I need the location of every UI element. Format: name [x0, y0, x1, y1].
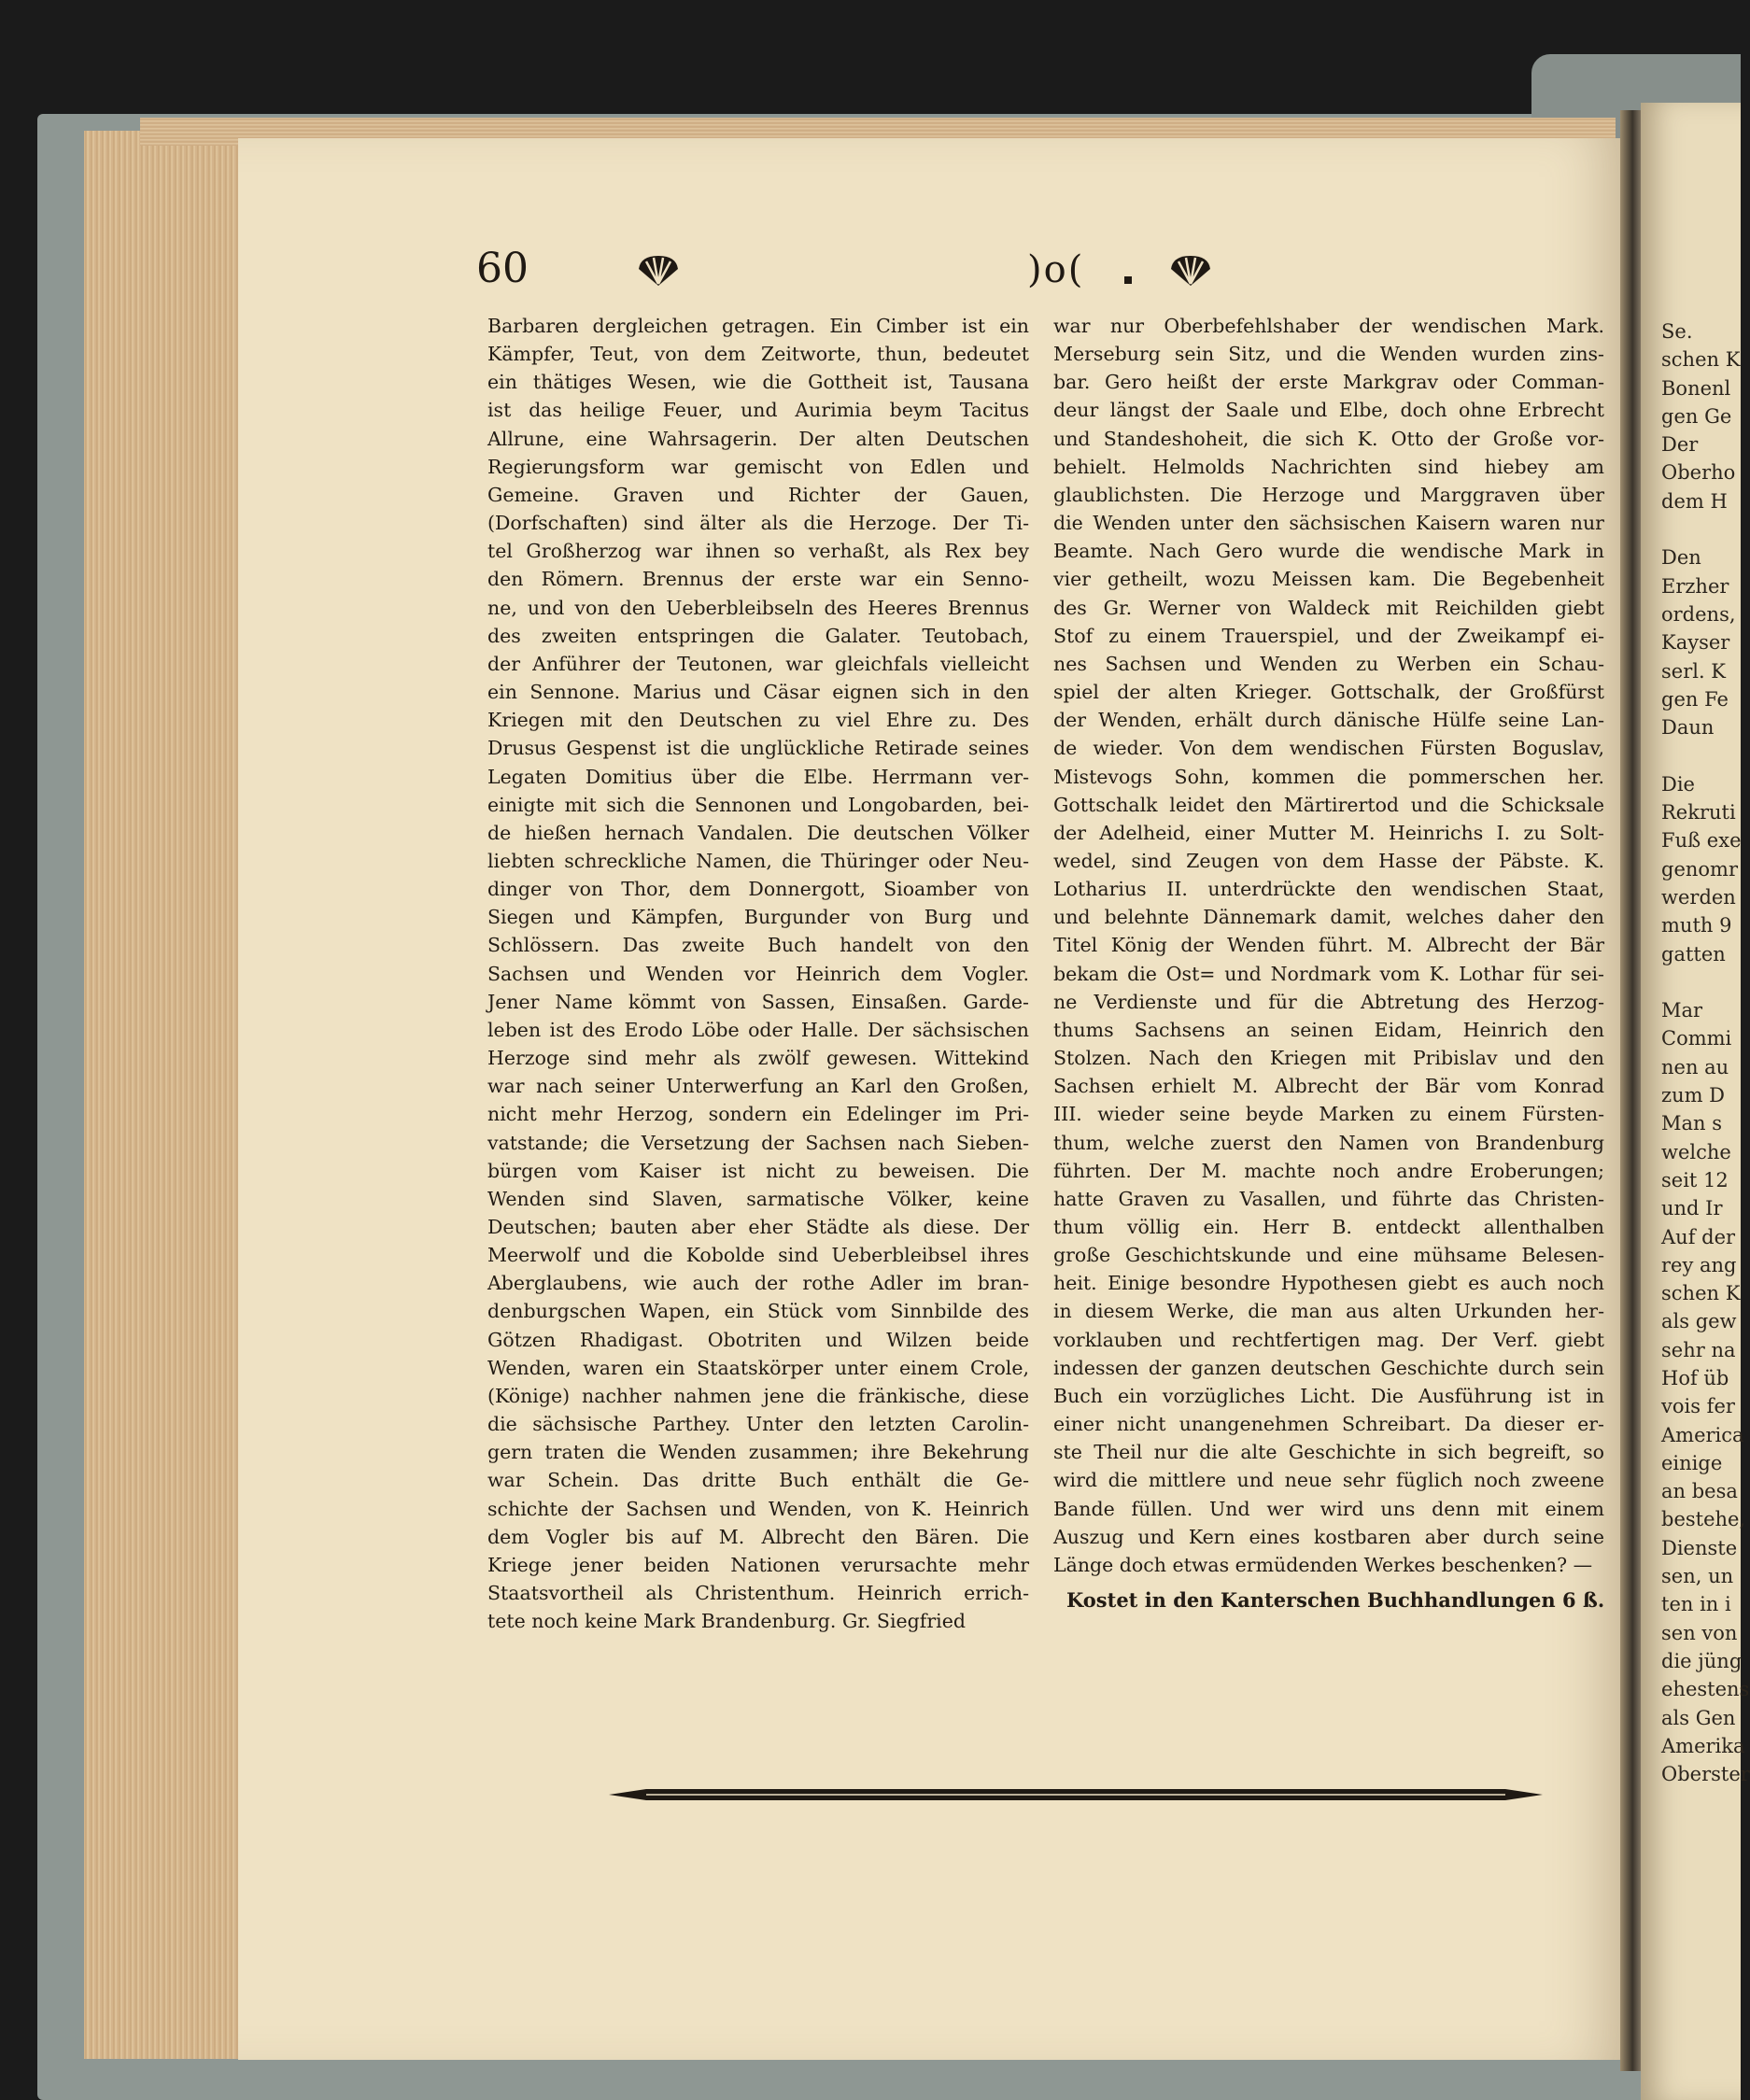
text-line: thum, welche zuerst den Namen von Brandenburg — [1053, 1131, 1604, 1154]
text-line: bekam die Ost= und Nordmark vom K. Lothar für sei- — [1053, 962, 1604, 985]
text-line: Stolzen. Nach den Kriegen mit Pribislav und den — [1053, 1047, 1604, 1070]
next-page-fragment: die jüng — [1661, 1649, 1743, 1672]
text-line: Barbaren dergleichen getragen. Ein Cimber ist ein — [487, 315, 1029, 337]
next-page-fragment: seit 12 — [1661, 1168, 1729, 1191]
text-line: Meerwolf und die Kobolde sind Ueberbleibsel ihres — [487, 1244, 1029, 1267]
text-line: de wieder. Von dem wendischen Fürsten Boguslav, — [1053, 737, 1604, 760]
text-line: vorklauben und rechtfertigen mag. Der Verf. giebt — [1053, 1328, 1604, 1351]
next-page-fragment: rey ang — [1661, 1253, 1737, 1276]
text-line: spiel der alten Krieger. Gottschalk, der Großfürst — [1053, 681, 1604, 704]
text-line: Mistevogs Sohn, kommen die pommerschen her. — [1053, 765, 1604, 788]
text-line: Buch ein vorzügliches Licht. Die Ausführung ist in — [1053, 1384, 1604, 1407]
next-page-fragment — [1661, 968, 1741, 996]
text-line: bar. Gero heißt der erste Markgrav oder Comman- — [1053, 371, 1604, 394]
next-page-fragment: Commi — [1661, 1027, 1732, 1050]
right-page-text-fragments — [1641, 103, 1750, 1788]
text-line: Lotharius II. unterdrückte den wendischen Staat, — [1053, 878, 1604, 901]
text-line: Herzoge sind mehr als zwölf gewesen. Wittekind — [487, 1047, 1029, 1070]
text-line: Legaten Domitius über die Elbe. Herrmann ver- — [487, 765, 1029, 788]
next-page-fragment: schen K — [1661, 348, 1741, 372]
text-line: Aberglaubens, wie auch der rothe Adler im bran- — [487, 1272, 1029, 1295]
text-line: Titel König der Wenden führt. M. Albrecht der Bär — [1053, 934, 1604, 957]
right-page-partial — [1641, 103, 1750, 2100]
header-mark: )o( — [1027, 248, 1085, 291]
next-page-fragment: ordens, — [1661, 602, 1736, 626]
next-page-fragment: America — [1661, 1423, 1744, 1446]
next-page-fragment: an besa — [1661, 1480, 1738, 1503]
text-line: Wenden sind Slaven, sarmatische Völker, keine — [487, 1187, 1029, 1210]
next-page-fragment: bestehe, — [1661, 1508, 1746, 1531]
next-page-fragment: Auf der — [1661, 1225, 1736, 1248]
next-page-fragment: zum D — [1661, 1084, 1726, 1107]
book-gutter — [1620, 110, 1641, 2071]
text-line: schichte der Sachsen und Wenden, von K. Heinrich — [487, 1497, 1029, 1520]
text-line: der Anführer der Teutonen, war gleichfals vielleicht — [487, 652, 1029, 675]
text-line: Staatsvortheil als Christenthum. Heinrich errich- — [487, 1582, 1029, 1605]
text-line: ne, und von den Ueberbleibseln des Heeres Brennus — [487, 596, 1029, 619]
text-line: Merseburg sein Sitz, und die Wenden wurden zins- — [1053, 343, 1604, 366]
text-line: war nach seiner Unterwerfung an Karl den Großen, — [487, 1075, 1029, 1098]
next-page-fragment: Oberster — [1661, 1763, 1750, 1786]
text-line: nicht mehr Herzog, sondern ein Edelinger im Pri- — [487, 1103, 1029, 1126]
text-line: Sachsen erhielt M. Albrecht der Bär vom Konrad — [1053, 1075, 1604, 1098]
next-page-fragment: dem H — [1661, 489, 1728, 513]
shell-ornament-icon — [635, 252, 682, 289]
text-line: tel Großherzog war ihnen so verhaßt, als Rex bey — [487, 540, 1029, 563]
text-line: Kriege jener beiden Nationen verursachte mehr — [487, 1553, 1029, 1576]
text-line: und belehnte Dännemark damit, welches daher den — [1053, 906, 1604, 929]
next-page-fragment: schen K — [1661, 1282, 1741, 1305]
shell-ornament-icon-right — [1167, 252, 1214, 289]
text-line: Deutschen; bauten aber eher Städte als diese. Der — [487, 1216, 1029, 1238]
next-page-fragment: Hof üb — [1661, 1366, 1729, 1389]
text-line: behielt. Helmolds Nachrichten sind hiebey am — [1053, 455, 1604, 478]
text-line: des Gr. Werner von Waldeck mit Reichilden giebt — [1053, 596, 1604, 619]
next-page-fragment — [1661, 741, 1741, 769]
text-line: Regierungsform war gemischt von Edlen und — [487, 455, 1029, 478]
next-page-fragment: Bonenl — [1661, 376, 1731, 400]
text-line: wird die mittlere und neue sehr füglich noch zweene — [1053, 1469, 1604, 1492]
next-page-fragment: Erzher — [1661, 574, 1729, 598]
next-page-fragment: Den — [1661, 546, 1701, 570]
text-line: Gottschalk leidet den Märtirertod und die Schicksale — [1053, 793, 1604, 816]
text-line: Auszug und Kern eines kostbaren aber durch seine — [1053, 1525, 1604, 1548]
next-page-fragment: Rekruti — [1661, 801, 1736, 824]
next-page-fragment: und Ir — [1661, 1197, 1723, 1220]
text-line: heit. Einige besondre Hypothesen giebt es auch noch — [1053, 1272, 1604, 1295]
text-line: thums Sachsens an seinen Eidam, Heinrich den — [1053, 1018, 1604, 1041]
next-page-fragment: gatten — [1661, 942, 1726, 965]
text-line: in diesem Werke, die man aus alten Urkunden her- — [1053, 1300, 1604, 1323]
next-page-fragment: muth 9 — [1661, 914, 1732, 937]
text-line: nes Sachsen und Wenden zu Werben ein Schau- — [1053, 652, 1604, 675]
text-line: dem Vogler bis auf M. Albrecht den Bären. Die — [487, 1525, 1029, 1548]
next-page-fragment: Fuß exe — [1661, 829, 1742, 853]
text-line: Beamte. Nach Gero wurde die wendische Mark in — [1053, 540, 1604, 563]
text-line: große Geschichtskunde und eine mühsame Belesen- — [1053, 1244, 1604, 1267]
next-page-fragment: Dienste — [1661, 1536, 1738, 1559]
text-line: war Schein. Das dritte Buch enthält die Ge- — [487, 1469, 1029, 1492]
text-line: Wenden, waren ein Staatskörper unter einem Crole, — [487, 1356, 1029, 1379]
text-line: führten. Der M. machte noch andre Eroberungen; — [1053, 1159, 1604, 1182]
text-line: hatte Graven zu Vasallen, und führte das Christen- — [1053, 1187, 1604, 1210]
next-page-fragment: einige — [1661, 1451, 1723, 1474]
text-line: III. wieder seine beyde Marken zu einem Fürsten- — [1053, 1103, 1604, 1126]
next-page-fragment: serl. K — [1661, 659, 1726, 683]
text-line: einigte mit sich die Sennonen und Longobarden, bei- — [487, 793, 1029, 816]
next-page-fragment: Die — [1661, 772, 1695, 796]
next-page-fragment: sehr na — [1661, 1338, 1736, 1361]
next-page-fragment: gen Ge — [1661, 404, 1732, 428]
next-page-fragment: als Gen — [1661, 1706, 1736, 1729]
text-line: ein thätiges Wesen, wie die Gottheit ist, Tausana — [487, 371, 1029, 394]
next-page-fragment: ten in i — [1661, 1593, 1731, 1616]
closing-rule-ornament — [609, 1785, 1543, 1804]
next-page-fragment: Se. — [1661, 320, 1693, 343]
text-line: glaublichsten. Die Herzoge und Marggraven über — [1053, 483, 1604, 506]
text-line: einer nicht unangenehmen Schreibart. Da dieser er- — [1053, 1413, 1604, 1436]
text-line: wedel, sind Zeugen von dem Hasse der Päbste. K. — [1053, 849, 1604, 872]
next-page-fragment: Man s — [1661, 1112, 1722, 1135]
text-line: Götzen Rhadigast. Obotriten und Wilzen beide — [487, 1328, 1029, 1351]
text-line: Allrune, eine Wahrsagerin. Der alten Deutschen — [487, 427, 1029, 450]
next-page-fragment: nen au — [1661, 1055, 1729, 1078]
page-edges-left — [84, 131, 261, 2059]
text-line: des zweiten entspringen die Galater. Teutobach, — [487, 624, 1029, 647]
text-line: Schlössern. Das zweite Buch handelt von den — [487, 934, 1029, 957]
text-line: Sachsen und Wenden vor Heinrich dem Vogler. — [487, 962, 1029, 985]
next-page-fragment: sen, un — [1661, 1565, 1734, 1588]
text-line: den Römern. Brennus der erste war ein Senno- — [487, 568, 1029, 591]
text-line: liebten schreckliche Namen, die Thüringer oder Neu- — [487, 849, 1029, 872]
text-line: der Adelheid, einer Mutter M. Heinrichs I. zu Solt- — [1053, 821, 1604, 844]
text-line: Länge doch etwas ermüdenden Werkes beschenken? — — [1053, 1553, 1593, 1576]
next-page-fragment: werden — [1661, 885, 1736, 909]
text-line: die Wenden unter den sächsischen Kaisern waren nur — [1053, 512, 1604, 535]
text-line: ste Theil nur die alte Geschichte in sich begreift, so — [1053, 1441, 1604, 1464]
next-page-fragment: Kayser — [1661, 631, 1730, 655]
text-line: (Dorfschaften) sind älter als die Herzoge. Der Ti- — [487, 512, 1029, 535]
price-line: Kostet in den Kanterschen Buchhandlungen 6 ß. — [1066, 1588, 1605, 1613]
text-line: Siegen und Kämpfen, Burgunder von Burg und — [487, 906, 1029, 929]
text-line: ne Verdienste und für die Abtretung des Herzog- — [1053, 990, 1604, 1013]
header-dot — [1124, 276, 1132, 284]
next-page-fragment: gen Fe — [1661, 687, 1729, 711]
text-line: Kriegen mit den Deutschen zu viel Ehre zu. Des — [487, 709, 1029, 732]
text-line: Jener Name kömmt von Sassen, Einsaßen. Garde- — [487, 990, 1029, 1013]
next-page-fragment: Der — [1661, 433, 1699, 457]
text-line: de hießen hernach Vandalen. Die deutschen Völker — [487, 821, 1029, 844]
next-page-fragment: Mar — [1661, 999, 1703, 1022]
next-page-fragment: sen von — [1661, 1621, 1738, 1644]
text-line: die sächsische Parthey. Unter den letzten Carolin- — [487, 1413, 1029, 1436]
next-page-fragment: als gew — [1661, 1310, 1737, 1333]
text-line: tete noch keine Mark Brandenburg. Gr. Siegfried — [487, 1610, 966, 1633]
text-line: bürgen vom Kaiser ist nicht zu beweisen. Die — [487, 1159, 1029, 1182]
text-line: thum völlig ein. Herr B. entdeckt allenthalben — [1053, 1216, 1604, 1238]
text-line: denburgschen Wapen, ein Stück vom Sinnbilde des — [487, 1300, 1029, 1323]
text-line: war nur Oberbefehlshaber der wendischen Mark. — [1053, 315, 1604, 337]
text-line: der Wenden, erhält durch dänische Hülfe seine Lan- — [1053, 709, 1604, 732]
next-page-fragment: Amerika — [1661, 1734, 1745, 1757]
text-line: dinger von Thor, dem Donnergott, Sioamber von — [487, 878, 1029, 901]
right-text-column — [1053, 312, 1604, 1614]
next-page-fragment: welche — [1661, 1140, 1731, 1163]
text-line: Drusus Gespenst ist die unglückliche Retirade seines — [487, 737, 1029, 760]
text-line: indessen der ganzen deutschen Geschichte durch sein — [1053, 1356, 1604, 1379]
next-page-fragment: ehestens — [1661, 1678, 1750, 1701]
text-line: Stof zu einem Trauerspiel, und der Zweikampf ei- — [1053, 624, 1604, 647]
next-page-fragment: Daun — [1661, 716, 1715, 740]
text-line: leben ist des Erodo Löbe oder Halle. Der sächsischen — [487, 1018, 1029, 1041]
text-line: vatstande; die Versetzung der Sachsen nach Sieben- — [487, 1131, 1029, 1154]
text-line: deur längst der Saale und Elbe, doch ohne Erbrecht — [1053, 399, 1604, 422]
left-text-column — [487, 312, 1029, 1635]
text-line: und Standeshoheit, die sich K. Otto der Große vor- — [1053, 427, 1604, 450]
text-line: gern traten die Wenden zusammen; ihre Bekehrung — [487, 1441, 1029, 1464]
text-line: ein Sennone. Marius und Cäsar eignen sich in den — [487, 681, 1029, 704]
text-line: Bande füllen. Und wer wird uns denn mit einem — [1053, 1497, 1604, 1520]
page-number: 60 — [476, 245, 529, 292]
text-line: Kämpfer, Teut, von dem Zeitworte, thun, bedeutet — [487, 343, 1029, 366]
text-line: ist das heilige Feuer, und Aurimia beym Tacitus — [487, 399, 1029, 422]
text-line: (Könige) nachher nahmen jene die fränkische, diese — [487, 1384, 1029, 1407]
next-page-fragment: vois fer — [1661, 1395, 1735, 1418]
text-line: vier getheilt, wozu Meissen kam. Die Begebenheit — [1053, 568, 1604, 591]
next-page-fragment: Oberho — [1661, 461, 1736, 485]
text-line: Gemeine. Graven und Richter der Gauen, — [487, 483, 1029, 506]
next-page-fragment: genomr — [1661, 857, 1738, 881]
next-page-fragment — [1661, 515, 1741, 543]
page-header — [476, 245, 1261, 301]
